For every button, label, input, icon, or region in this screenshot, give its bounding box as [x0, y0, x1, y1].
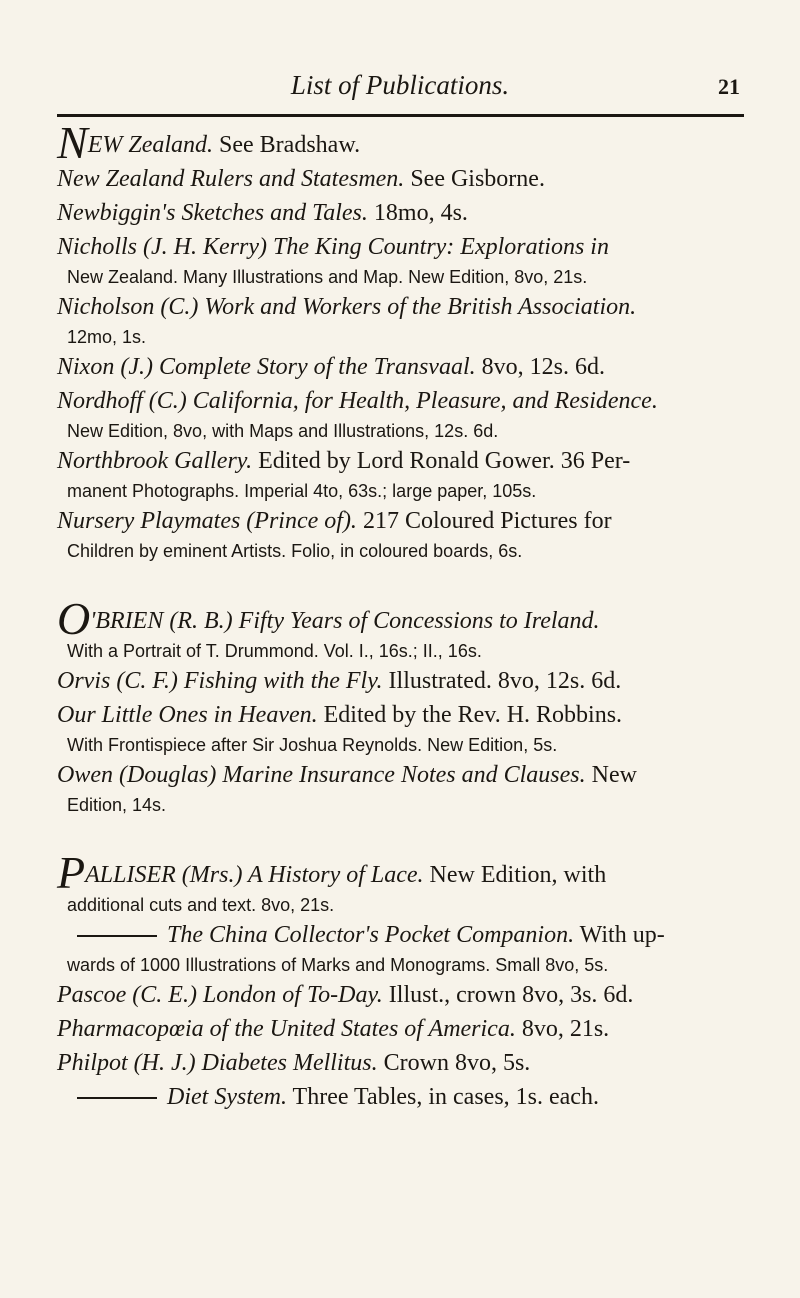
entry-title: 'BRIEN (R. B.) Fifty Years of Concessions to Ireland.	[90, 608, 600, 634]
entry-title: Nursery Playmates (Prince of).	[57, 508, 357, 534]
entry-line	[57, 350, 747, 384]
entry-title: Orvis (C. F.) Fishing with the Fly.	[57, 668, 383, 694]
drop-cap: N	[57, 117, 88, 168]
entry-details: Illust., crown 8vo, 3s. 6d.	[382, 982, 634, 1008]
entry-title: Diet System.	[167, 1084, 287, 1110]
entry-title: Nicholson (C.) Work and Workers of the British Association.	[57, 294, 637, 320]
entry-title: Our Little Ones in Heaven.	[57, 702, 318, 728]
entry-line	[57, 1080, 747, 1114]
entry-continuation: additional cuts and text. 8vo, 21s.	[67, 895, 335, 915]
entry-line	[57, 978, 747, 1012]
entry-details: New	[585, 762, 637, 788]
publication-entry	[57, 117, 747, 168]
section-gap	[57, 564, 747, 602]
entry-title: New Zealand Rulers and Statesmen.	[57, 166, 405, 192]
publication-entry	[57, 593, 747, 664]
entry-title: Pascoe (C. E.) London of To-Day.	[57, 982, 383, 1008]
entry-title: Owen (Douglas) Marine Insurance Notes and Clauses.	[57, 762, 586, 788]
entry-line	[57, 1046, 747, 1080]
entry-title: Nordhoff (C.) California, for Health, Pleasure, and Residence.	[57, 388, 658, 414]
publication-entry	[57, 1080, 747, 1114]
entry-details: Edited by the Rev. H. Robbins.	[317, 702, 623, 728]
entry-line	[57, 1012, 747, 1046]
publication-entry	[57, 758, 747, 818]
entry-line	[57, 196, 747, 230]
entry-continuation: 12mo, 1s.	[67, 327, 147, 347]
entry-details: Edited by Lord Ronald Gower. 36 Per-	[252, 448, 631, 474]
entry-title: ALLISER (Mrs.) A History of Lace.	[85, 862, 424, 888]
entry-details: See Gisborne.	[404, 166, 545, 192]
entry-title: Nixon (J.) Complete Story of the Transvaal.	[57, 354, 476, 380]
entry-line	[57, 847, 747, 898]
entry-details: 217 Coloured Pictures for	[356, 508, 612, 534]
entry-details: Crown 8vo, 5s.	[377, 1050, 531, 1076]
entry-line	[57, 444, 747, 478]
entry-title: Nicholls (J. H. Kerry) The King Country: Explorations in	[57, 234, 609, 260]
entry-line	[57, 117, 747, 168]
publication-entry	[57, 918, 747, 978]
entry-title: Northbrook Gallery.	[57, 448, 253, 474]
entry-details: 8vo, 21s.	[515, 1016, 610, 1042]
entry-title: Philpot (H. J.) Diabetes Mellitus.	[57, 1050, 378, 1076]
entry-line	[57, 384, 747, 418]
entry-continuation: wards of 1000 Illustrations of Marks and Monograms. Small 8vo, 5s.	[67, 955, 609, 975]
publication-entry	[57, 290, 747, 350]
publication-entry	[57, 847, 747, 918]
entry-details: With up-	[574, 922, 665, 948]
entry-line	[57, 162, 747, 196]
publication-entry	[57, 196, 747, 230]
page-number: 21	[718, 74, 740, 99]
publication-entry	[57, 698, 747, 758]
publication-entry	[57, 384, 747, 444]
publication-entry	[57, 978, 747, 1012]
publication-entry	[57, 350, 747, 384]
drop-cap: O	[57, 593, 91, 644]
entry-details: 18mo, 4s.	[367, 200, 468, 226]
entry-continuation: Edition, 14s.	[67, 795, 167, 815]
publication-entry	[57, 1046, 747, 1080]
entry-details: Illustrated. 8vo, 12s. 6d.	[382, 668, 622, 694]
entry-line	[57, 918, 747, 952]
entry-title: EW Zealand.	[87, 132, 214, 158]
section-gap	[57, 818, 747, 856]
entry-details: 8vo, 12s. 6d.	[475, 354, 605, 380]
entry-details: See Bradshaw.	[213, 132, 361, 158]
drop-cap: P	[57, 847, 86, 898]
running-header: List of Publications.	[290, 70, 510, 100]
entry-continuation: New Edition, 8vo, with Maps and Illustrations, 12s. 6d.	[67, 421, 499, 441]
publication-entry	[57, 162, 747, 196]
publication-entry	[57, 230, 747, 290]
entry-continuation: manent Photographs. Imperial 4to, 63s.; large paper, 105s.	[67, 481, 537, 501]
entry-line	[57, 504, 747, 538]
ditto-dash	[77, 935, 157, 937]
entry-details: New Edition, with	[423, 862, 607, 888]
publication-entry	[57, 664, 747, 698]
entry-line	[57, 593, 747, 644]
publication-entry	[57, 504, 747, 564]
entry-line	[57, 698, 747, 732]
entry-continuation: With Frontispiece after Sir Joshua Reynolds. New Edition, 5s.	[67, 735, 558, 755]
entry-line	[57, 230, 747, 264]
entry-line	[57, 664, 747, 698]
ditto-dash	[77, 1097, 157, 1099]
publication-entry	[57, 444, 747, 504]
entry-continuation: With a Portrait of T. Drummond. Vol. I., 16s.; II., 16s.	[67, 641, 482, 661]
header-rule	[57, 114, 744, 117]
entry-line	[57, 758, 747, 792]
publication-entry	[57, 1012, 747, 1046]
entry-continuation: New Zealand. Many Illustrations and Map. New Edition, 8vo, 21s.	[67, 267, 588, 287]
entry-continuation: Children by eminent Artists. Folio, in coloured boards, 6s.	[67, 541, 523, 561]
publication-list	[57, 117, 747, 1114]
entry-title: Newbiggin's Sketches and Tales.	[57, 200, 368, 226]
entry-details: Three Tables, in cases, 1s. each.	[286, 1084, 599, 1110]
entry-line	[57, 290, 747, 324]
entry-title: Pharmacopœia of the United States of America.	[57, 1016, 516, 1042]
entry-title: The China Collector's Pocket Companion.	[167, 922, 575, 948]
